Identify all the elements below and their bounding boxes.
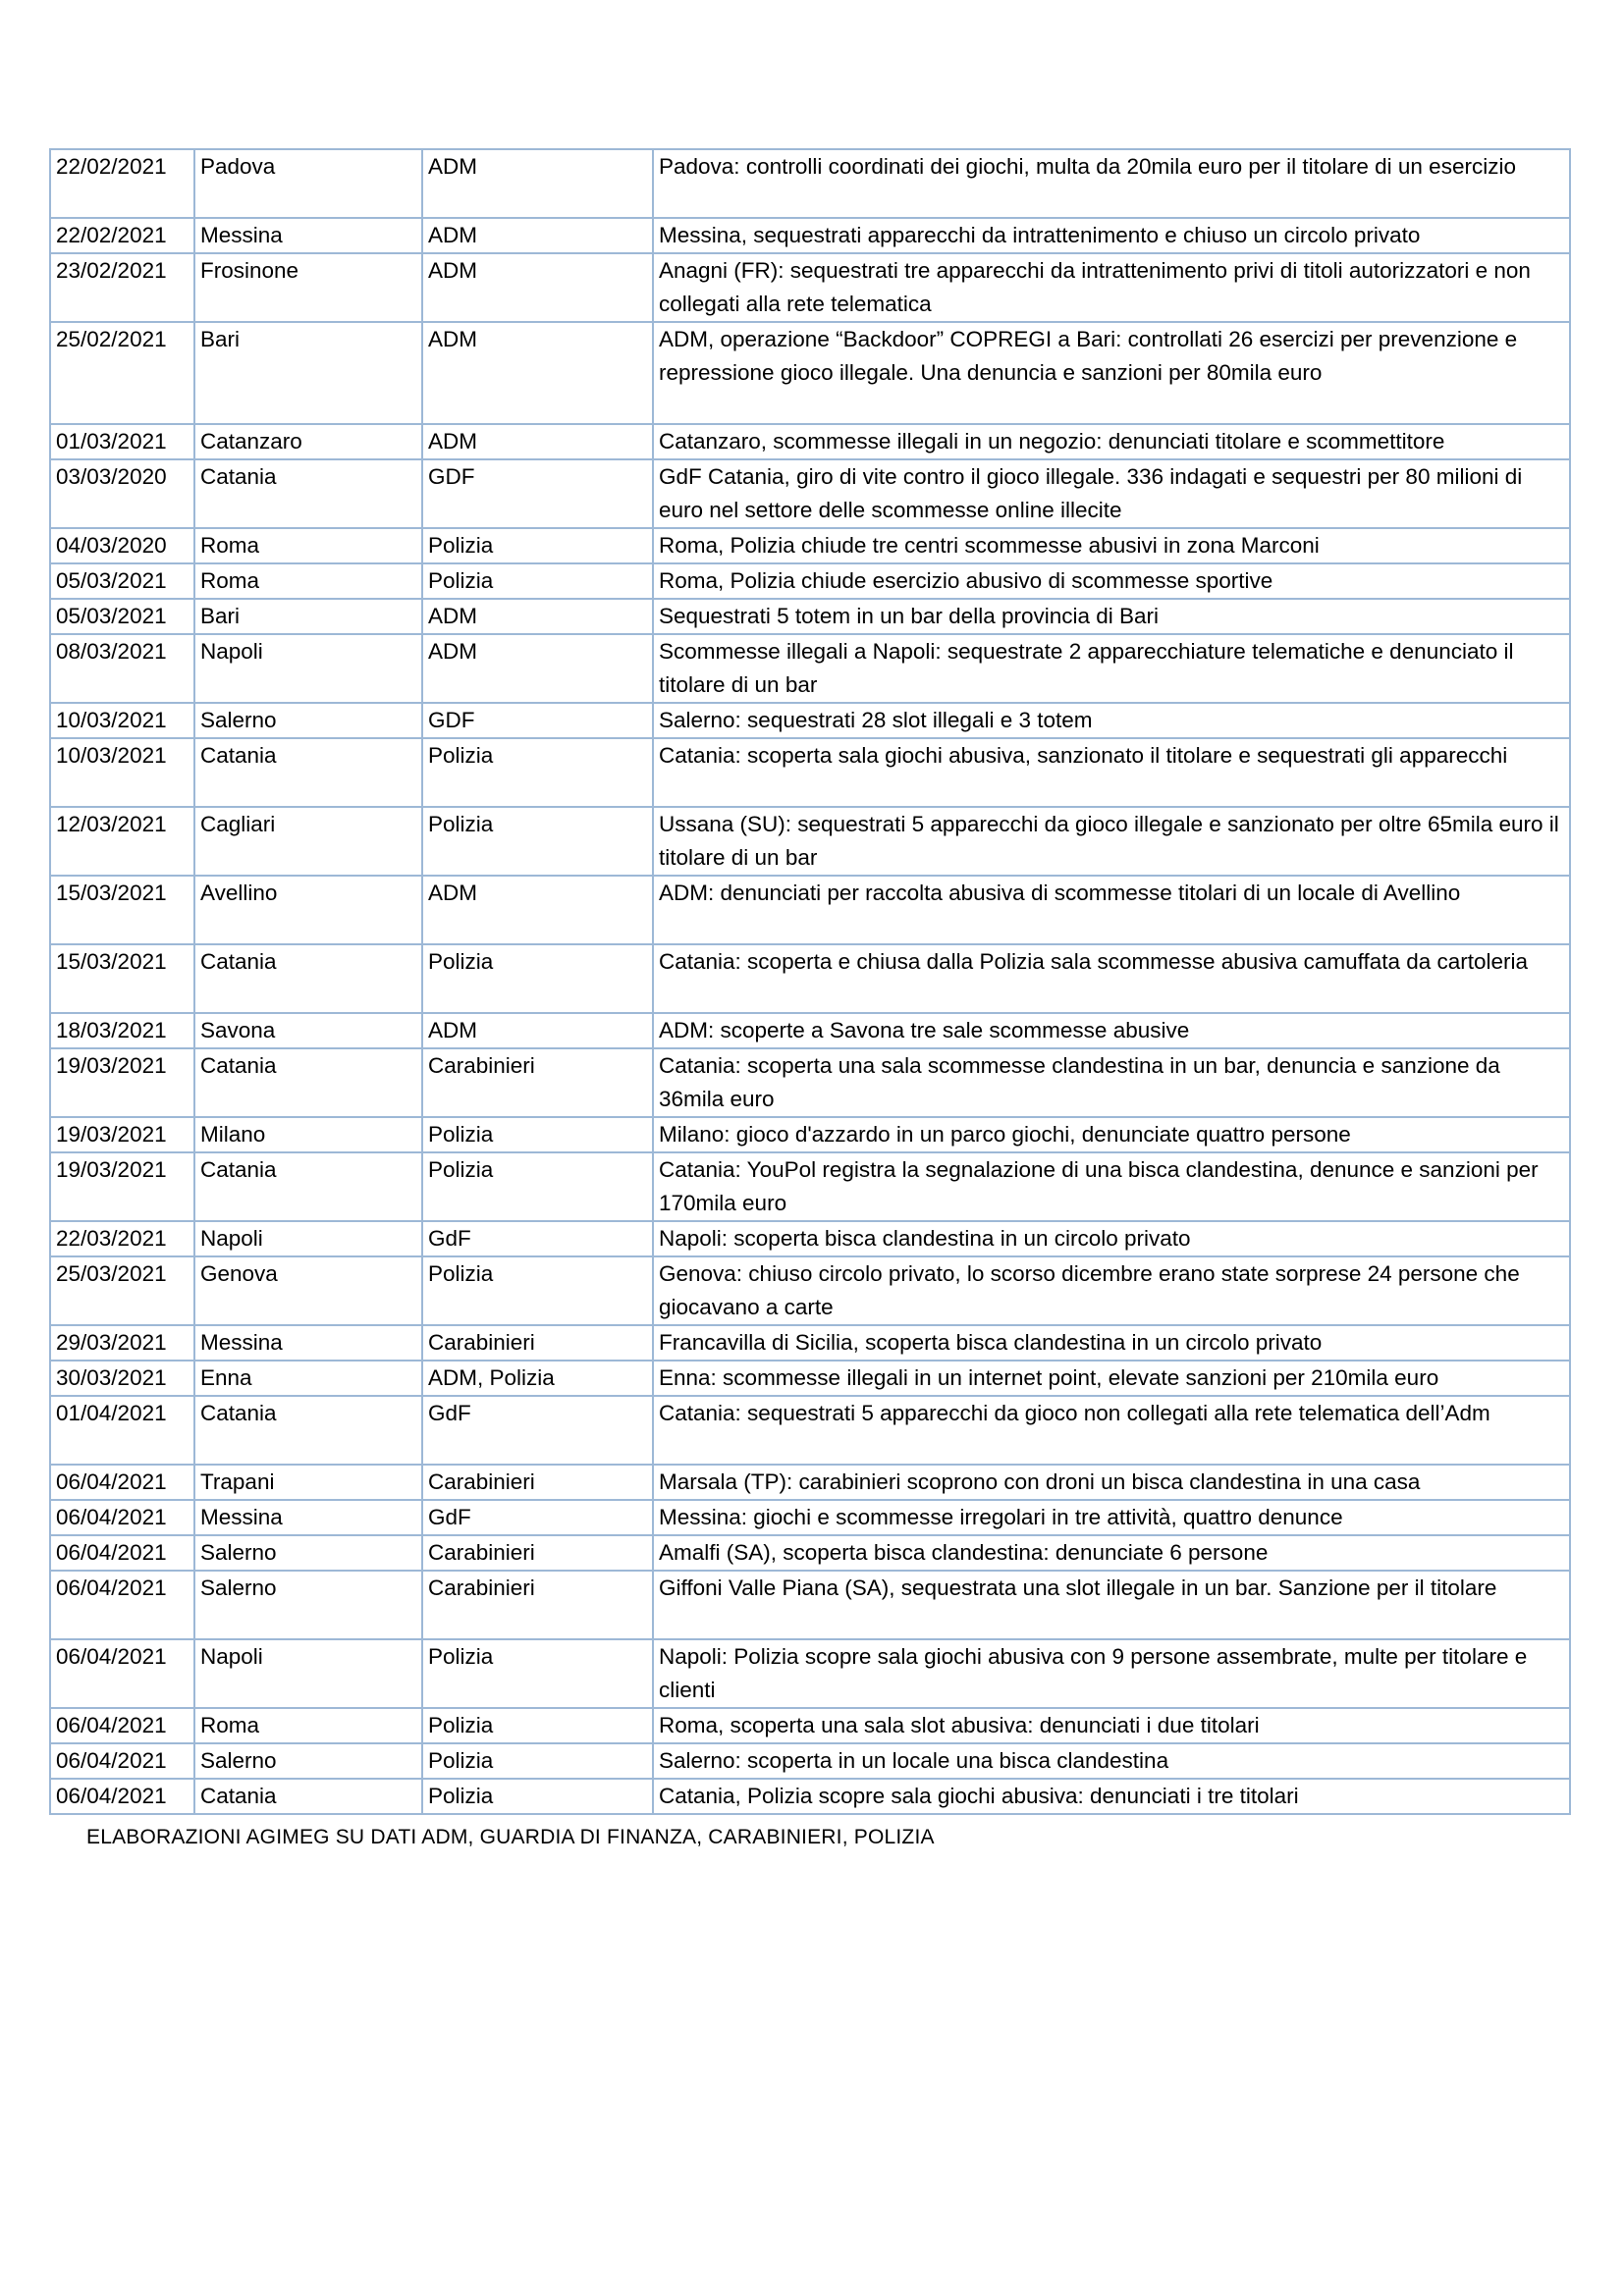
authority-cell: Polizia <box>422 1708 653 1743</box>
date-cell: 22/03/2021 <box>50 1221 194 1256</box>
authority-cell: Polizia <box>422 1639 653 1708</box>
date-cell: 06/04/2021 <box>50 1779 194 1814</box>
province-cell: Savona <box>194 1013 422 1048</box>
table-row <box>50 1256 1570 1325</box>
table-row <box>50 1221 1570 1256</box>
authority-cell: GDF <box>422 459 653 528</box>
authority-cell: GDF <box>422 703 653 738</box>
authority-cell: Polizia <box>422 944 653 1013</box>
description-cell: Messina, sequestrati apparecchi da intrattenimento e chiuso un circolo privato <box>653 218 1570 253</box>
authority-cell: ADM, Polizia <box>422 1361 653 1396</box>
table-row <box>50 1048 1570 1117</box>
table-row <box>50 1117 1570 1152</box>
authority-cell: ADM <box>422 599 653 634</box>
province-cell: Roma <box>194 528 422 563</box>
date-cell: 10/03/2021 <box>50 738 194 807</box>
table-row <box>50 149 1570 218</box>
date-cell: 06/04/2021 <box>50 1500 194 1535</box>
authority-cell: Polizia <box>422 1779 653 1814</box>
date-cell: 15/03/2021 <box>50 876 194 944</box>
authority-cell: Polizia <box>422 1256 653 1325</box>
description-cell: Catanzaro, scommesse illegali in un negozio: denunciati titolare e scommettitore <box>653 424 1570 459</box>
province-cell: Catania <box>194 1396 422 1465</box>
date-cell: 05/03/2021 <box>50 563 194 599</box>
table-row <box>50 876 1570 944</box>
date-cell: 06/04/2021 <box>50 1571 194 1639</box>
table-row <box>50 1743 1570 1779</box>
description-cell: Catania: scoperta e chiusa dalla Polizia sala scommesse abusiva camuffata da cartoleria <box>653 944 1570 1013</box>
authority-cell: ADM <box>422 1013 653 1048</box>
table-row <box>50 1013 1570 1048</box>
province-cell: Salerno <box>194 1743 422 1779</box>
table-row <box>50 528 1570 563</box>
date-cell: 29/03/2021 <box>50 1325 194 1361</box>
table-row <box>50 253 1570 322</box>
province-cell: Catania <box>194 738 422 807</box>
table-row <box>50 1708 1570 1743</box>
province-cell: Bari <box>194 599 422 634</box>
province-cell: Napoli <box>194 634 422 703</box>
province-cell: Salerno <box>194 1571 422 1639</box>
date-cell: 12/03/2021 <box>50 807 194 876</box>
province-cell: Napoli <box>194 1221 422 1256</box>
date-cell: 15/03/2021 <box>50 944 194 1013</box>
authority-cell: Polizia <box>422 1117 653 1152</box>
table-row <box>50 1396 1570 1465</box>
description-cell: Salerno: sequestrati 28 slot illegali e 3 totem <box>653 703 1570 738</box>
source-note: ELABORAZIONI AGIMEG SU DATI ADM, GUARDIA DI FINANZA, CARABINIERI, POLIZIA <box>86 1826 935 1848</box>
table-row <box>50 218 1570 253</box>
table-row <box>50 1152 1570 1221</box>
province-cell: Bari <box>194 322 422 424</box>
description-cell: Genova: chiuso circolo privato, lo scorso dicembre erano state sorprese 24 persone che giocavano a carte <box>653 1256 1570 1325</box>
date-cell: 04/03/2020 <box>50 528 194 563</box>
table-row <box>50 703 1570 738</box>
table-row <box>50 1465 1570 1500</box>
province-cell: Cagliari <box>194 807 422 876</box>
date-cell: 22/02/2021 <box>50 218 194 253</box>
description-cell: Sequestrati 5 totem in un bar della provincia di Bari <box>653 599 1570 634</box>
description-cell: Salerno: scoperta in un locale una bisca clandestina <box>653 1743 1570 1779</box>
description-cell: Roma, Polizia chiude tre centri scommesse abusivi in zona Marconi <box>653 528 1570 563</box>
authority-cell: Polizia <box>422 738 653 807</box>
province-cell: Padova <box>194 149 422 218</box>
date-cell: 06/04/2021 <box>50 1708 194 1743</box>
province-cell: Messina <box>194 218 422 253</box>
date-cell: 03/03/2020 <box>50 459 194 528</box>
date-cell: 06/04/2021 <box>50 1743 194 1779</box>
province-cell: Catania <box>194 1048 422 1117</box>
authority-cell: GdF <box>422 1396 653 1465</box>
authority-cell: ADM <box>422 876 653 944</box>
description-cell: ADM, operazione “Backdoor” COPREGI a Bari: controllati 26 esercizi per prevenzione e repressione gioco illegale. Una denuncia e sanzioni per 80mila euro <box>653 322 1570 424</box>
authority-cell: Polizia <box>422 528 653 563</box>
province-cell: Salerno <box>194 1535 422 1571</box>
description-cell: ADM: denunciati per raccolta abusiva di scommesse titolari di un locale di Avellino <box>653 876 1570 944</box>
description-cell: Milano: gioco d'azzardo in un parco giochi, denunciate quattro persone <box>653 1117 1570 1152</box>
province-cell: Enna <box>194 1361 422 1396</box>
province-cell: Messina <box>194 1500 422 1535</box>
description-cell: Roma, Polizia chiude esercizio abusivo di scommesse sportive <box>653 563 1570 599</box>
table-row <box>50 563 1570 599</box>
table-row <box>50 738 1570 807</box>
table-row <box>50 1325 1570 1361</box>
authority-cell: ADM <box>422 149 653 218</box>
description-cell: Catania: scoperta una sala scommesse clandestina in un bar, denuncia e sanzione da 36mila euro <box>653 1048 1570 1117</box>
description-cell: Catania: sequestrati 5 apparecchi da gioco non collegati alla rete telematica dell’Adm <box>653 1396 1570 1465</box>
table-row <box>50 1639 1570 1708</box>
province-cell: Salerno <box>194 703 422 738</box>
province-cell: Catania <box>194 944 422 1013</box>
authority-cell: Polizia <box>422 1152 653 1221</box>
authority-cell: Polizia <box>422 807 653 876</box>
table-row <box>50 322 1570 424</box>
date-cell: 06/04/2021 <box>50 1465 194 1500</box>
date-cell: 25/03/2021 <box>50 1256 194 1325</box>
authority-cell: Carabinieri <box>422 1465 653 1500</box>
date-cell: 25/02/2021 <box>50 322 194 424</box>
province-cell: Genova <box>194 1256 422 1325</box>
province-cell: Trapani <box>194 1465 422 1500</box>
province-cell: Avellino <box>194 876 422 944</box>
province-cell: Catania <box>194 1779 422 1814</box>
table-row <box>50 807 1570 876</box>
table-row <box>50 1779 1570 1814</box>
authority-cell: GdF <box>422 1221 653 1256</box>
description-cell: GdF Catania, giro di vite contro il gioco illegale. 336 indagati e sequestri per 80 milioni di euro nel settore delle scommesse online illecite <box>653 459 1570 528</box>
description-cell: ADM: scoperte a Savona tre sale scommesse abusive <box>653 1013 1570 1048</box>
table-row <box>50 459 1570 528</box>
description-cell: Scommesse illegali a Napoli: sequestrate 2 apparecchiature telematiche e denunciato il titolare di un bar <box>653 634 1570 703</box>
date-cell: 01/03/2021 <box>50 424 194 459</box>
authority-cell: GdF <box>422 1500 653 1535</box>
authority-cell: ADM <box>422 322 653 424</box>
date-cell: 19/03/2021 <box>50 1117 194 1152</box>
table-row <box>50 1535 1570 1571</box>
date-cell: 01/04/2021 <box>50 1396 194 1465</box>
table-row <box>50 1571 1570 1639</box>
authority-cell: ADM <box>422 634 653 703</box>
description-cell: Enna: scommesse illegali in un internet point, elevate sanzioni per 210mila euro <box>653 1361 1570 1396</box>
province-cell: Milano <box>194 1117 422 1152</box>
table-row <box>50 634 1570 703</box>
province-cell: Catanzaro <box>194 424 422 459</box>
table-row <box>50 944 1570 1013</box>
authority-cell: ADM <box>422 424 653 459</box>
date-cell: 06/04/2021 <box>50 1639 194 1708</box>
table-body <box>50 149 1570 1814</box>
authority-cell: Carabinieri <box>422 1535 653 1571</box>
province-cell: Catania <box>194 1152 422 1221</box>
table-row <box>50 599 1570 634</box>
authority-cell: Carabinieri <box>422 1571 653 1639</box>
description-cell: Roma, scoperta una sala slot abusiva: denunciati i due titolari <box>653 1708 1570 1743</box>
date-cell: 06/04/2021 <box>50 1535 194 1571</box>
authority-cell: ADM <box>422 253 653 322</box>
description-cell: Catania: scoperta sala giochi abusiva, sanzionato il titolare e sequestrati gli apparecchi <box>653 738 1570 807</box>
table-row <box>50 1361 1570 1396</box>
province-cell: Napoli <box>194 1639 422 1708</box>
province-cell: Catania <box>194 459 422 528</box>
province-cell: Frosinone <box>194 253 422 322</box>
authority-cell: Carabinieri <box>422 1325 653 1361</box>
description-cell: Napoli: Polizia scopre sala giochi abusiva con 9 persone assembrate, multe per titolare e clienti <box>653 1639 1570 1708</box>
date-cell: 05/03/2021 <box>50 599 194 634</box>
description-cell: Marsala (TP): carabinieri scoprono con droni un bisca clandestina in una casa <box>653 1465 1570 1500</box>
description-cell: Francavilla di Sicilia, scoperta bisca clandestina in un circolo privato <box>653 1325 1570 1361</box>
description-cell: Amalfi (SA), scoperta bisca clandestina: denunciate 6 persone <box>653 1535 1570 1571</box>
date-cell: 19/03/2021 <box>50 1048 194 1117</box>
authority-cell: Polizia <box>422 563 653 599</box>
province-cell: Roma <box>194 1708 422 1743</box>
province-cell: Roma <box>194 563 422 599</box>
date-cell: 23/02/2021 <box>50 253 194 322</box>
date-cell: 10/03/2021 <box>50 703 194 738</box>
date-cell: 22/02/2021 <box>50 149 194 218</box>
description-cell: Anagni (FR): sequestrati tre apparecchi da intrattenimento privi di titoli autorizzatori e non collegati alla rete telematica <box>653 253 1570 322</box>
description-cell: Napoli: scoperta bisca clandestina in un circolo privato <box>653 1221 1570 1256</box>
table-row <box>50 1500 1570 1535</box>
date-cell: 18/03/2021 <box>50 1013 194 1048</box>
description-cell: Catania: YouPol registra la segnalazione di una bisca clandestina, denunce e sanzioni per 170mila euro <box>653 1152 1570 1221</box>
authority-cell: Polizia <box>422 1743 653 1779</box>
date-cell: 19/03/2021 <box>50 1152 194 1221</box>
table-row <box>50 424 1570 459</box>
enforcement-events-table <box>49 148 1571 1815</box>
authority-cell: ADM <box>422 218 653 253</box>
description-cell: Catania, Polizia scopre sala giochi abusiva: denunciati i tre titolari <box>653 1779 1570 1814</box>
province-cell: Messina <box>194 1325 422 1361</box>
authority-cell: Carabinieri <box>422 1048 653 1117</box>
description-cell: Padova: controlli coordinati dei giochi, multa da 20mila euro per il titolare di un esercizio <box>653 149 1570 218</box>
description-cell: Giffoni Valle Piana (SA), sequestrata una slot illegale in un bar. Sanzione per il titolare <box>653 1571 1570 1639</box>
description-cell: Ussana (SU): sequestrati 5 apparecchi da gioco illegale e sanzionato per oltre 65mila euro il titolare di un bar <box>653 807 1570 876</box>
date-cell: 30/03/2021 <box>50 1361 194 1396</box>
date-cell: 08/03/2021 <box>50 634 194 703</box>
description-cell: Messina: giochi e scommesse irregolari in tre attività, quattro denunce <box>653 1500 1570 1535</box>
